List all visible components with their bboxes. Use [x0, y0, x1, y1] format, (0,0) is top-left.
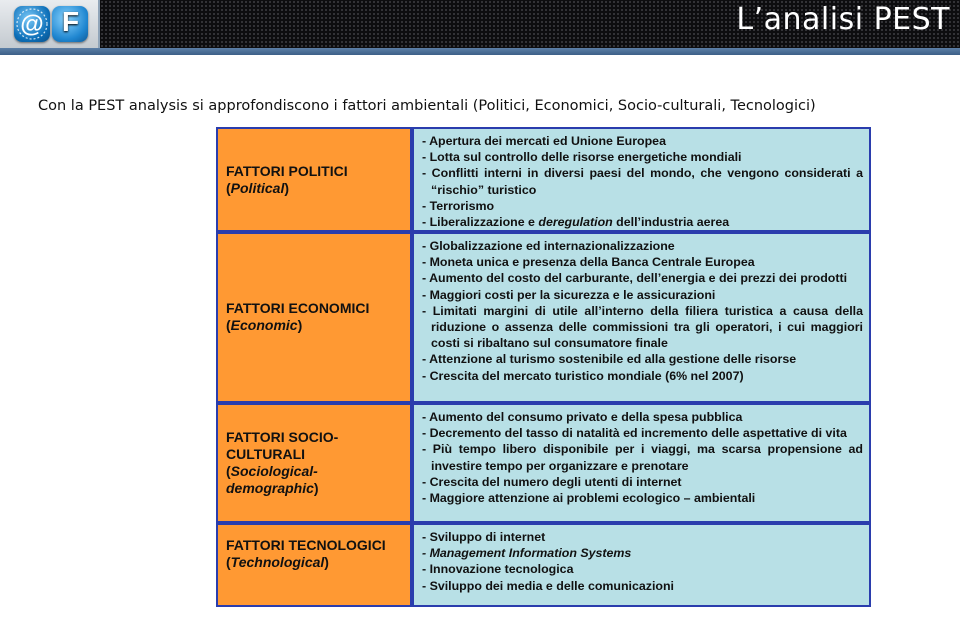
list-item: - Decremento del tasso di natalità ed incremento delle aspettative di vita	[422, 425, 863, 441]
factor-title: FATTORI ECONOMICI	[226, 300, 370, 316]
factor-label	[226, 163, 404, 197]
list-item: - Management Information Systems	[422, 545, 863, 561]
list-item: - Attenzione al turismo sostenibile ed alla gestione delle risorse	[422, 351, 863, 367]
factor-cell	[218, 405, 410, 521]
items-cell	[414, 525, 869, 605]
intro-text: Con la PEST analysis si approfondiscono i fattori ambientali (Politici, Economici, Socio-culturali, Tecnologici)	[38, 98, 816, 114]
list-item: - Crescita del mercato turistico mondiale (6% nel 2007)	[422, 368, 863, 384]
factor-english: (Sociological-demographic)	[226, 463, 319, 496]
page-title: L’analisi PEST	[736, 2, 950, 37]
factor-english: (Political)	[226, 180, 290, 196]
list-item: - Limitati margini di utile all’interno della filiera turistica a causa della riduzione o assenza delle commissioni tra gli operatori, i cui maggiori costi si ribaltano sul consumatore finale	[422, 303, 863, 352]
factor-label	[226, 537, 404, 571]
factor-title: FATTORI POLITICI	[226, 163, 348, 179]
factor-cell	[218, 129, 410, 230]
factor-cell	[218, 234, 410, 401]
header-bar	[0, 0, 960, 48]
table-row-political	[218, 129, 869, 230]
f-logo-icon	[52, 6, 88, 42]
list-item: - Aumento del costo del carburante, dell’energia e dei prezzi dei prodotti	[422, 270, 863, 286]
svg-text:@: @	[20, 11, 44, 38]
list-item: - Innovazione tecnologica	[422, 561, 863, 577]
list-item: - Più tempo libero disponibile per i viaggi, ma scarsa propensione ad investire tempo per organizzare e prenotare	[422, 441, 863, 473]
items-cell	[414, 405, 869, 521]
list-item: - Maggiore attenzione ai problemi ecologico – ambientali	[422, 490, 863, 506]
table-row-sociocultural	[218, 405, 869, 521]
list-item: - Crescita del numero degli utenti di internet	[422, 474, 863, 490]
list-item: - Apertura dei mercati ed Unione Europea	[422, 133, 863, 149]
header-divider	[0, 48, 960, 55]
list-item: - Sviluppo dei media e delle comunicazioni	[422, 578, 863, 594]
list-item: - Conflitti interni in diversi paesi del mondo, che vengono considerati a “rischio” turistico	[422, 165, 863, 197]
list-item: - Moneta unica e presenza della Banca Centrale Europea	[422, 254, 863, 270]
items-list	[422, 238, 863, 384]
pest-table	[216, 127, 871, 607]
factor-title: FATTORI SOCIO-CULTURALI	[226, 429, 339, 462]
factor-cell	[218, 525, 410, 605]
items-cell	[414, 234, 869, 401]
table-row-technological	[218, 525, 869, 605]
factor-english: (Economic)	[226, 317, 303, 333]
list-item: - Terrorismo	[422, 198, 863, 214]
items-list	[422, 133, 863, 230]
list-item: - Aumento del consumo privato e della spesa pubblica	[422, 409, 863, 425]
items-cell	[414, 129, 869, 230]
items-list	[422, 409, 863, 506]
factor-label	[226, 429, 404, 497]
list-item: - Globalizzazione ed internazionalizzazione	[422, 238, 863, 254]
factor-english: (Technological)	[226, 554, 329, 570]
logo-f-letter: F	[62, 6, 80, 37]
list-item: - Maggiori costi per la sicurezza e le assicurazioni	[422, 287, 863, 303]
at-sign-logo-icon	[14, 6, 50, 42]
list-item: - Lotta sul controllo delle risorse energetiche mondiali	[422, 149, 863, 165]
factor-label	[226, 300, 404, 334]
items-list	[422, 529, 863, 594]
logo-area	[0, 0, 100, 48]
table-row-economic	[218, 234, 869, 401]
list-item: - Liberalizzazione e deregulation dell’industria aerea	[422, 214, 863, 230]
factor-title: FATTORI TECNOLOGICI	[226, 537, 386, 553]
list-item: - Sviluppo di internet	[422, 529, 863, 545]
